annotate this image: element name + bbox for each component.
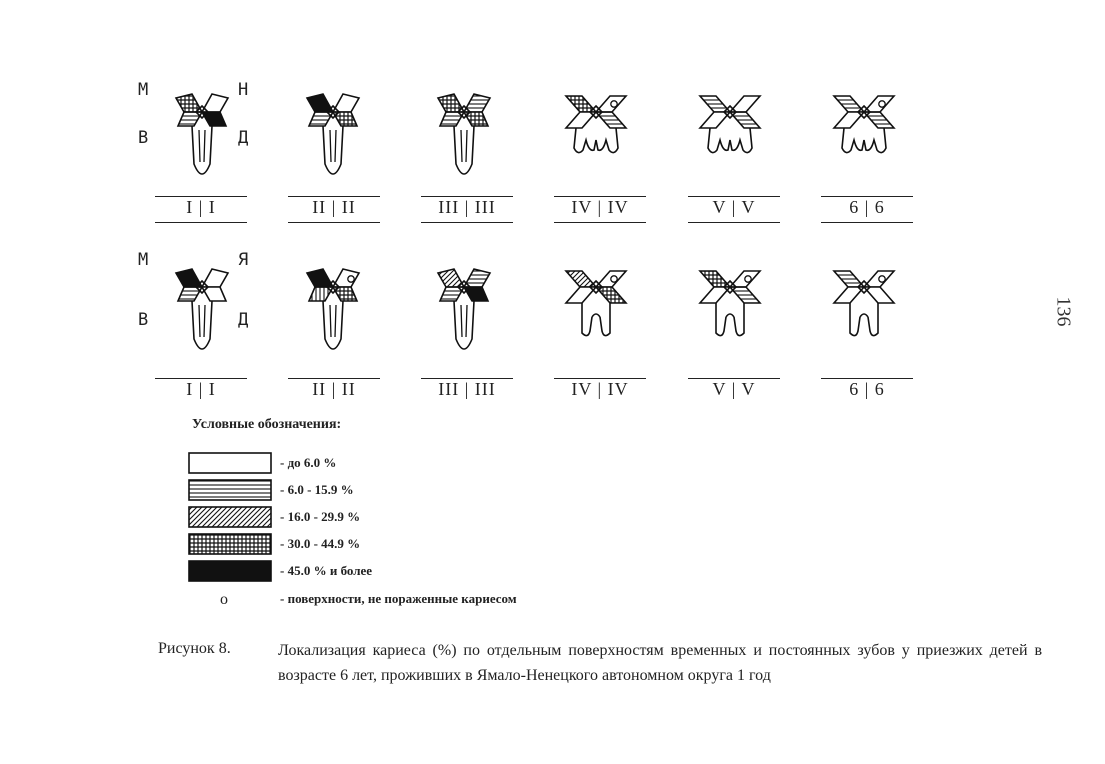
legend-label: - 45.0 % и более — [280, 563, 373, 578]
tooth-numeral: I | I — [186, 197, 216, 217]
tooth-numeral: III | III — [438, 197, 496, 217]
tooth-diagram — [675, 245, 785, 365]
figure-label: Рисунок 8. — [158, 640, 231, 657]
intact-surface-mark — [611, 276, 617, 282]
label-vestibular-row2: В — [138, 310, 150, 330]
legend-title: Условные обозначения: — [192, 417, 342, 432]
swatch-fill — [189, 507, 271, 527]
numeral-underline — [554, 222, 646, 223]
numeral-underline — [155, 222, 247, 223]
intact-surface-mark — [745, 276, 751, 282]
tooth-root — [842, 128, 886, 153]
label-top-right-row2: Я — [238, 250, 250, 270]
numeral-underline — [688, 222, 780, 223]
tooth-diagram — [278, 245, 388, 365]
swatch-fill — [189, 480, 271, 500]
tooth-numeral: I | I — [186, 379, 216, 399]
swatch-fill — [189, 534, 271, 554]
tooth-root — [454, 126, 474, 174]
tooth-root — [192, 301, 212, 349]
tooth-root — [454, 301, 474, 349]
tooth-numeral: IV | IV — [571, 379, 629, 399]
intact-surface-symbol: о — [220, 591, 228, 608]
intact-surface-mark — [611, 101, 617, 107]
tooth-root — [716, 303, 744, 336]
tooth-numeral: V | V — [712, 379, 756, 399]
legend-label: - до 6.0 % — [280, 455, 337, 470]
intact-surface-mark — [348, 276, 354, 282]
tooth-numeral: III | III — [438, 379, 496, 399]
numeral-underline — [288, 222, 380, 223]
root-canal — [330, 130, 336, 162]
legend-label: - 30.0 - 44.9 % — [280, 536, 361, 551]
tooth-diagram — [809, 245, 919, 365]
tooth-root — [850, 303, 878, 336]
tooth-diagram — [541, 245, 651, 365]
tooth-root — [323, 126, 343, 174]
swatch-fill — [189, 453, 271, 473]
root-canal — [199, 130, 205, 162]
legend-swatch — [188, 506, 272, 528]
tooth-diagram — [409, 70, 519, 190]
root-canal — [199, 305, 205, 337]
label-mesial-row2: М — [138, 250, 150, 270]
tooth-root — [582, 303, 610, 336]
tooth-root — [192, 126, 212, 174]
tooth-diagram — [147, 245, 257, 365]
legend-swatch — [188, 452, 272, 474]
numeral-underline — [421, 222, 513, 223]
page-number: 136 — [1052, 296, 1075, 327]
tooth-diagram — [675, 70, 785, 190]
tooth-numeral: II | II — [312, 379, 356, 399]
tooth-numeral: 6 | 6 — [849, 379, 885, 399]
tooth-numeral: II | II — [312, 197, 356, 217]
tooth-numeral: V | V — [712, 197, 756, 217]
tooth-root — [323, 301, 343, 349]
label-mesial-row1: М — [138, 80, 150, 100]
tooth-numeral: 6 | 6 — [849, 197, 885, 217]
tooth-diagram — [409, 245, 519, 365]
figure-caption: Локализация кариеса (%) по отдельным поверхностям временных и постоянных зубов у приезжих детей в возрасте 6 лет, проживших в Ямало-Ненецкого автономном округа 1 год — [278, 642, 1042, 684]
tooth-diagram — [809, 70, 919, 190]
tooth-diagram — [147, 70, 257, 190]
root-canal — [330, 305, 336, 337]
legend-swatch — [188, 560, 272, 582]
root-canal — [461, 130, 467, 162]
tooth-numeral: IV | IV — [571, 197, 629, 217]
label-top-right-row1: Н — [238, 80, 250, 100]
intact-surface-mark — [879, 276, 885, 282]
tooth-diagram — [278, 70, 388, 190]
legend-label: - 6.0 - 15.9 % — [280, 482, 354, 497]
tooth-root — [708, 128, 752, 153]
label-distal-row1: Д — [238, 128, 250, 148]
root-canal — [461, 305, 467, 337]
label-distal-row2: Д — [238, 310, 250, 330]
tooth-root — [574, 128, 618, 153]
legend-swatch — [188, 533, 272, 555]
legend-swatch — [188, 479, 272, 501]
tooth-diagram — [541, 70, 651, 190]
legend-label: - 16.0 - 29.9 % — [280, 509, 361, 524]
intact-surface-mark — [879, 101, 885, 107]
intact-surface-label: - поверхности, не пораженные кариесом — [280, 591, 517, 606]
swatch-fill — [189, 561, 271, 581]
label-vestibular-row1: В — [138, 128, 150, 148]
numeral-underline — [821, 222, 913, 223]
